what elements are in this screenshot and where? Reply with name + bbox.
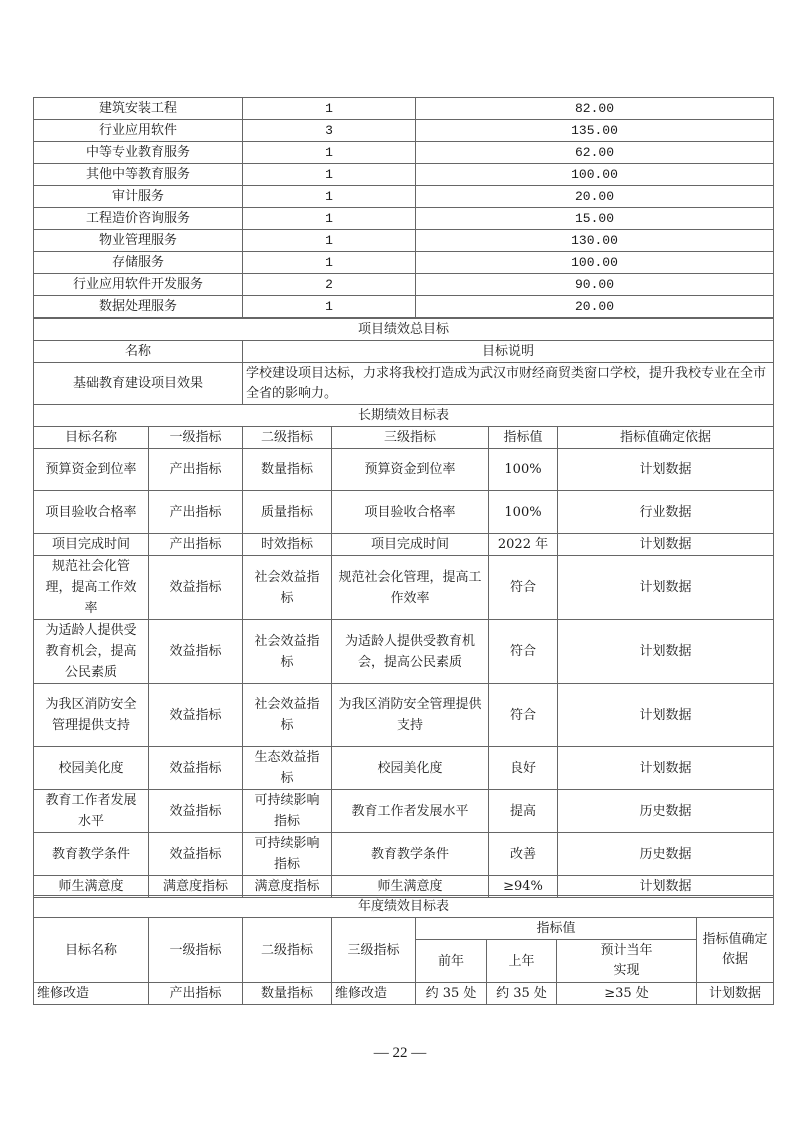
level1: 效益指标 xyxy=(149,833,243,876)
goal-name: 项目验收合格率 xyxy=(34,491,149,534)
basis: 计划数据 xyxy=(558,556,774,620)
item-count: 2 xyxy=(243,274,416,296)
level2: 社会效益指标 xyxy=(243,556,332,620)
level3: 预算资金到位率 xyxy=(332,449,489,491)
item-name: 工程造价咨询服务 xyxy=(34,208,243,230)
level1: 效益指标 xyxy=(149,620,243,684)
item-count: 1 xyxy=(243,164,416,186)
annual-header-level2: 二级指标 xyxy=(243,918,332,983)
goal-name: 规范社会化管理，提高工作效率 xyxy=(34,556,149,620)
overall-goal-desc: 学校建设项目达标，力求将我校打造成为武汉市财经商贸类窗口学校，提升我校专业在全市全省的影响力。 xyxy=(243,363,774,405)
level3: 教育教学条件 xyxy=(332,833,489,876)
long-term-header-level1: 一级指标 xyxy=(149,427,243,449)
value: 2022 年 xyxy=(489,534,558,556)
level3: 维修改造 xyxy=(332,983,416,1005)
annual-header-level1: 一级指标 xyxy=(149,918,243,983)
annual-title: 年度绩效目标表 xyxy=(34,896,774,918)
annual-table xyxy=(33,895,774,1005)
table-row xyxy=(34,186,774,208)
level1: 产出指标 xyxy=(149,449,243,491)
table-row xyxy=(34,252,774,274)
item-amount: 100.00 xyxy=(416,252,774,274)
item-count: 1 xyxy=(243,186,416,208)
annual-subheader-expected: 预计当年实现 xyxy=(557,940,697,983)
goal-name: 为适龄人提供受教育机会，提高公民素质 xyxy=(34,620,149,684)
basis: 计划数据 xyxy=(697,983,774,1005)
basis: 计划数据 xyxy=(558,684,774,747)
table-row xyxy=(34,98,774,120)
item-count: 1 xyxy=(243,296,416,318)
item-name: 物业管理服务 xyxy=(34,230,243,252)
long-term-header-level2: 二级指标 xyxy=(243,427,332,449)
level2: 满意度指标 xyxy=(243,876,332,898)
basis: 历史数据 xyxy=(558,790,774,833)
value: 符合 xyxy=(489,684,558,747)
basis: 计划数据 xyxy=(558,747,774,790)
basis: 计划数据 xyxy=(558,620,774,684)
table-row xyxy=(34,164,774,186)
table-row xyxy=(34,274,774,296)
annual-header-basis: 指标值确定依据 xyxy=(697,918,774,983)
goal-name: 校园美化度 xyxy=(34,747,149,790)
procurement-table xyxy=(33,97,774,318)
value: 100% xyxy=(489,449,558,491)
basis: 计划数据 xyxy=(558,876,774,898)
item-count: 1 xyxy=(243,252,416,274)
overall-goal-header-name: 名称 xyxy=(34,341,243,363)
table-row xyxy=(34,142,774,164)
level2: 时效指标 xyxy=(243,534,332,556)
basis: 行业数据 xyxy=(558,491,774,534)
annual-subheader-before-last: 前年 xyxy=(416,940,487,983)
annual-header-goal: 目标名称 xyxy=(34,918,149,983)
table-row xyxy=(34,684,774,747)
level2: 社会效益指标 xyxy=(243,684,332,747)
item-name: 中等专业教育服务 xyxy=(34,142,243,164)
value-before-last: 约 35 处 xyxy=(416,983,487,1005)
overall-goal-title: 项目绩效总目标 xyxy=(34,319,774,341)
item-count: 1 xyxy=(243,208,416,230)
level1: 产出指标 xyxy=(149,534,243,556)
value: 改善 xyxy=(489,833,558,876)
level2: 数量指标 xyxy=(243,449,332,491)
level1: 效益指标 xyxy=(149,790,243,833)
item-amount: 130.00 xyxy=(416,230,774,252)
item-name: 存储服务 xyxy=(34,252,243,274)
value: 提高 xyxy=(489,790,558,833)
level3: 为我区消防安全管理提供支持 xyxy=(332,684,489,747)
goal-name: 维修改造 xyxy=(34,983,149,1005)
level1: 满意度指标 xyxy=(149,876,243,898)
value: 100% xyxy=(489,491,558,534)
item-name: 其他中等教育服务 xyxy=(34,164,243,186)
goal-name: 项目完成时间 xyxy=(34,534,149,556)
level3: 规范社会化管理，提高工作效率 xyxy=(332,556,489,620)
level3: 项目完成时间 xyxy=(332,534,489,556)
item-count: 1 xyxy=(243,98,416,120)
page-number: — 22 — xyxy=(373,1045,427,1061)
item-name: 行业应用软件 xyxy=(34,120,243,142)
table-row xyxy=(34,449,774,491)
goal-name: 师生满意度 xyxy=(34,876,149,898)
table-row xyxy=(34,208,774,230)
level3: 项目验收合格率 xyxy=(332,491,489,534)
item-count: 1 xyxy=(243,230,416,252)
table-row xyxy=(34,747,774,790)
item-count: 1 xyxy=(243,142,416,164)
long-term-header-goal: 目标名称 xyxy=(34,427,149,449)
value-expected: ≥35 处 xyxy=(557,983,697,1005)
level3: 校园美化度 xyxy=(332,747,489,790)
item-count: 3 xyxy=(243,120,416,142)
long-term-header-level3: 三级指标 xyxy=(332,427,489,449)
long-term-title: 长期绩效目标表 xyxy=(34,405,774,427)
overall-goal-table xyxy=(33,318,774,405)
basis: 计划数据 xyxy=(558,534,774,556)
table-row xyxy=(34,790,774,833)
item-amount: 82.00 xyxy=(416,98,774,120)
level3: 教育工作者发展水平 xyxy=(332,790,489,833)
item-amount: 20.00 xyxy=(416,296,774,318)
item-amount: 15.00 xyxy=(416,208,774,230)
annual-header-level3: 三级指标 xyxy=(332,918,416,983)
level1: 效益指标 xyxy=(149,556,243,620)
item-amount: 90.00 xyxy=(416,274,774,296)
table-row xyxy=(34,296,774,318)
value: 符合 xyxy=(489,620,558,684)
value: 良好 xyxy=(489,747,558,790)
item-name: 建筑安装工程 xyxy=(34,98,243,120)
level2: 数量指标 xyxy=(243,983,332,1005)
level1: 产出指标 xyxy=(149,491,243,534)
overall-goal-header-desc: 目标说明 xyxy=(243,341,774,363)
overall-goal-name: 基础教育建设项目效果 xyxy=(34,363,243,405)
level2: 可持续影响指标 xyxy=(243,833,332,876)
goal-name: 为我区消防安全管理提供支持 xyxy=(34,684,149,747)
goal-name: 教育教学条件 xyxy=(34,833,149,876)
level1: 产出指标 xyxy=(149,983,243,1005)
table-row xyxy=(34,230,774,252)
long-term-table xyxy=(33,404,774,898)
table-row xyxy=(34,620,774,684)
table-row xyxy=(34,491,774,534)
goal-name: 预算资金到位率 xyxy=(34,449,149,491)
item-amount: 100.00 xyxy=(416,164,774,186)
item-name: 行业应用软件开发服务 xyxy=(34,274,243,296)
annual-subheader-last: 上年 xyxy=(487,940,557,983)
value: 符合 xyxy=(489,556,558,620)
item-amount: 20.00 xyxy=(416,186,774,208)
level3: 为适龄人提供受教育机会，提高公民素质 xyxy=(332,620,489,684)
level1: 效益指标 xyxy=(149,684,243,747)
level2: 生态效益指标 xyxy=(243,747,332,790)
level3: 师生满意度 xyxy=(332,876,489,898)
table-row xyxy=(34,556,774,620)
item-name: 审计服务 xyxy=(34,186,243,208)
basis: 历史数据 xyxy=(558,833,774,876)
level2: 社会效益指标 xyxy=(243,620,332,684)
item-name: 数据处理服务 xyxy=(34,296,243,318)
value-last: 约 35 处 xyxy=(487,983,557,1005)
annual-header-value: 指标值 xyxy=(416,918,697,940)
value: ≥94% xyxy=(489,876,558,898)
long-term-header-value: 指标值 xyxy=(489,427,558,449)
level2: 可持续影响指标 xyxy=(243,790,332,833)
item-amount: 62.00 xyxy=(416,142,774,164)
goal-name: 教育工作者发展水平 xyxy=(34,790,149,833)
table-row xyxy=(34,534,774,556)
item-amount: 135.00 xyxy=(416,120,774,142)
level2: 质量指标 xyxy=(243,491,332,534)
table-row xyxy=(34,833,774,876)
table-row xyxy=(34,120,774,142)
long-term-header-basis: 指标值确定依据 xyxy=(558,427,774,449)
table-row xyxy=(34,983,774,1005)
basis: 计划数据 xyxy=(558,449,774,491)
level1: 效益指标 xyxy=(149,747,243,790)
